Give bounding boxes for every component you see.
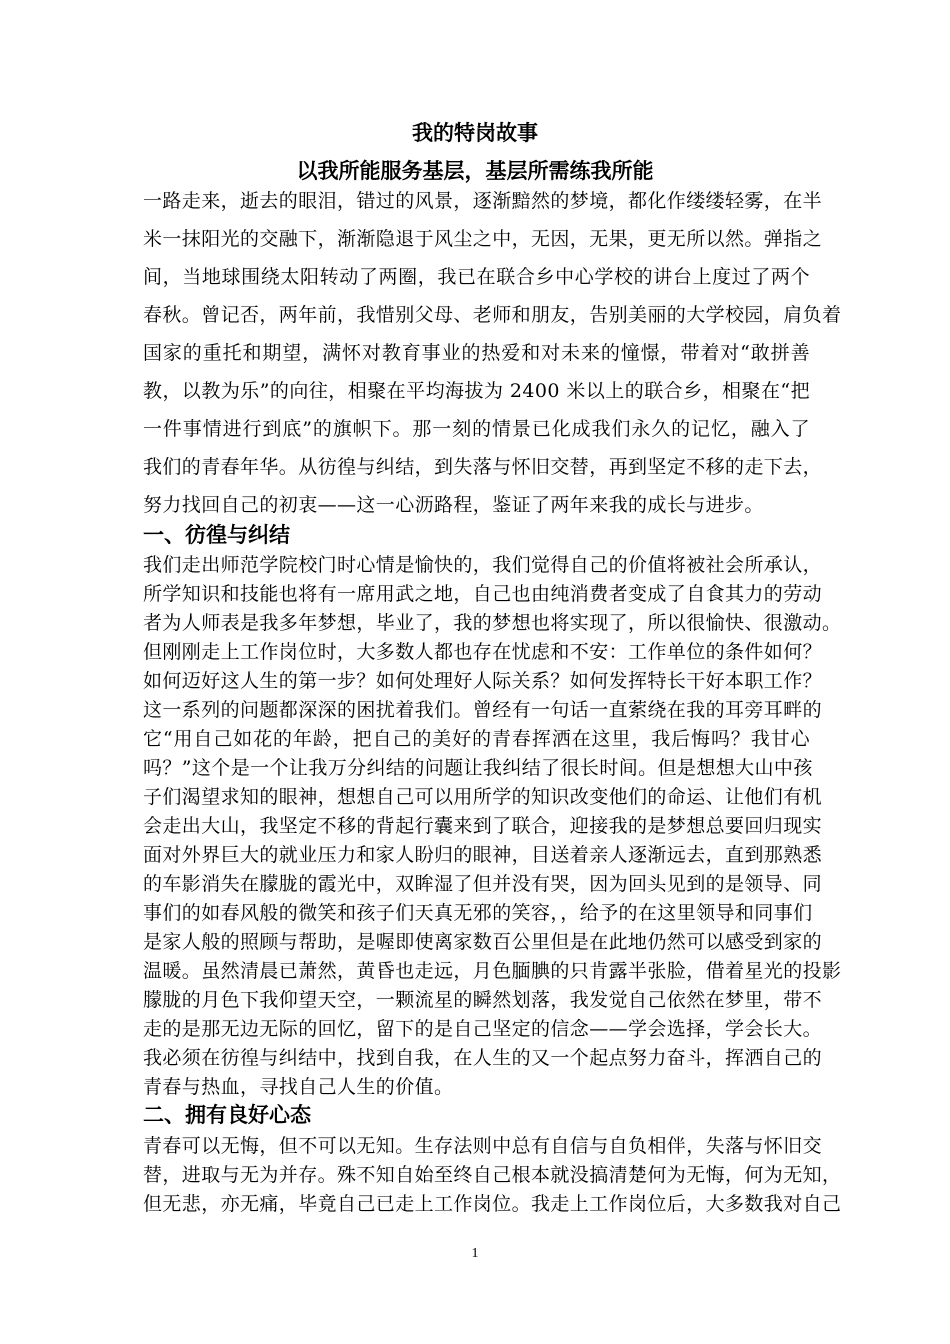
body-line: 但刚刚走上工作岗位时，大多数人都也存在忧虑和不安：工作单位的条件如何？ bbox=[143, 641, 823, 663]
body-line: 吗？”这个是一个让我万分纠结的问题让我纠结了很长时间。但是想想大山中孩 bbox=[143, 757, 813, 779]
intro-line: 国家的重托和期望，满怀对教育事业的热爱和对未来的憧憬，带着对“敢拼善 bbox=[143, 342, 810, 364]
body-line: 子们渴望求知的眼神，想想自己可以用所学的知识改变他们的命运、让他们有机 bbox=[143, 786, 823, 808]
body-line: 但无悲，亦无痛，毕竟自己已走上工作岗位。我走上工作岗位后，大多数我对自己 bbox=[143, 1193, 842, 1215]
body-line: 青春可以无悔，但不可以无知。生存法则中总有自信与自负相伴，失落与怀旧交 bbox=[143, 1135, 823, 1157]
intro-line: 春秋。曾记否，两年前，我惜别父母、老师和朋友，告别美丽的大学校园，肩负着 bbox=[143, 304, 842, 326]
body-line: 的车影消失在朦胧的霞光中，双眸湿了但并没有哭，因为回头见到的是领导、同 bbox=[143, 873, 823, 895]
intro-line: 我们的青春年华。从彷徨与纠结，到失落与怀旧交替，再到坚定不移的走下去， bbox=[143, 456, 823, 478]
intro-line: 一路走来，逝去的眼泪，错过的风景，逐渐黯然的梦境，都化作缕缕轻雾，在半 bbox=[143, 190, 823, 212]
document-subtitle: 以我所能服务基层，基层所需练我所能 bbox=[296, 159, 654, 183]
intro-line: 米一抹阳光的交融下，渐渐隐退于风尘之中，无因，无果，更无所以然。弹指之 bbox=[143, 228, 823, 250]
section-heading: 一、彷徨与纠结 bbox=[143, 523, 290, 547]
body-line: 我们走出师范学院校门时心情是愉快的，我们觉得自己的价值将被社会所承认， bbox=[143, 554, 823, 576]
body-line: 这一系列的问题都深深的困扰着我们。曾经有一句话一直萦绕在我的耳旁耳畔的 bbox=[143, 699, 823, 721]
body-line: 朦胧的月色下我仰望天空，一颗流星的瞬然划落，我发觉自己依然在梦里，带不 bbox=[143, 989, 823, 1011]
page-number: 1 bbox=[471, 1246, 479, 1261]
body-line: 替，进取与无为并存。殊不知自始至终自己根本就没搞清楚何为无悔，何为无知， bbox=[143, 1164, 842, 1186]
body-line: 事们的如春风般的微笑和孩子们天真无邪的笑容，，给予的在这里领导和同事们 bbox=[143, 902, 813, 924]
body-line: 青春与热血，寻找自己人生的价值。 bbox=[143, 1076, 454, 1098]
body-line: 是家人般的照顾与帮助，是喔即使离家数百公里但是在此地仍然可以感受到家的 bbox=[143, 931, 823, 953]
body-line: 如何迈好这人生的第一步？如何处理好人际关系？如何发挥特长干好本职工作？ bbox=[143, 670, 823, 692]
body-line: 温暖。虽然清晨已萧然，黄昏也走远，月色腼腆的只肯露半张脸，借着星光的投影 bbox=[143, 960, 842, 982]
intro-line: 间，当地球围绕太阳转动了两圈，我已在联合乡中心学校的讲台上度过了两个 bbox=[143, 266, 810, 288]
body-line: 所学知识和技能也将有一席用武之地，自己也由纯消费者变成了自食其力的劳动 bbox=[143, 583, 823, 605]
body-line: 走的是那无边无际的回忆，留下的是自己坚定的信念——学会选择，学会长大。 bbox=[143, 1018, 823, 1040]
intro-line: 一件事情进行到底”的旗帜下。那一刻的情景已化成我们永久的记忆，融入了 bbox=[143, 418, 810, 440]
document-title: 我的特岗故事 bbox=[412, 121, 538, 145]
body-line: 者为人师表是我多年梦想，毕业了，我的梦想也将实现了，所以很愉快、很激动。 bbox=[143, 612, 842, 634]
body-line: 会走出大山，我坚定不移的背起行囊来到了联合，迎接我的是梦想总要回归现实 bbox=[143, 815, 823, 837]
intro-line: 努力找回自己的初衷——这一心沥路程，鉴证了两年来我的成长与进步。 bbox=[143, 494, 764, 516]
body-line: 它“用自己如花的年龄，把自己的美好的青春挥洒在这里，我后悔吗？我甘心 bbox=[143, 728, 810, 750]
body-line: 面对外界巨大的就业压力和家人盼归的眼神，目送着亲人逐渐远去，直到那熟悉 bbox=[143, 844, 823, 866]
section-heading: 二、拥有良好心态 bbox=[143, 1103, 311, 1127]
intro-line: 教，以教为乐”的向往，相聚在平均海拔为 2400 米以上的联合乡，相聚在“把 bbox=[143, 380, 810, 402]
body-line: 我必须在彷徨与纠结中，找到自我，在人生的又一个起点努力奋斗，挥洒自己的 bbox=[143, 1047, 823, 1069]
